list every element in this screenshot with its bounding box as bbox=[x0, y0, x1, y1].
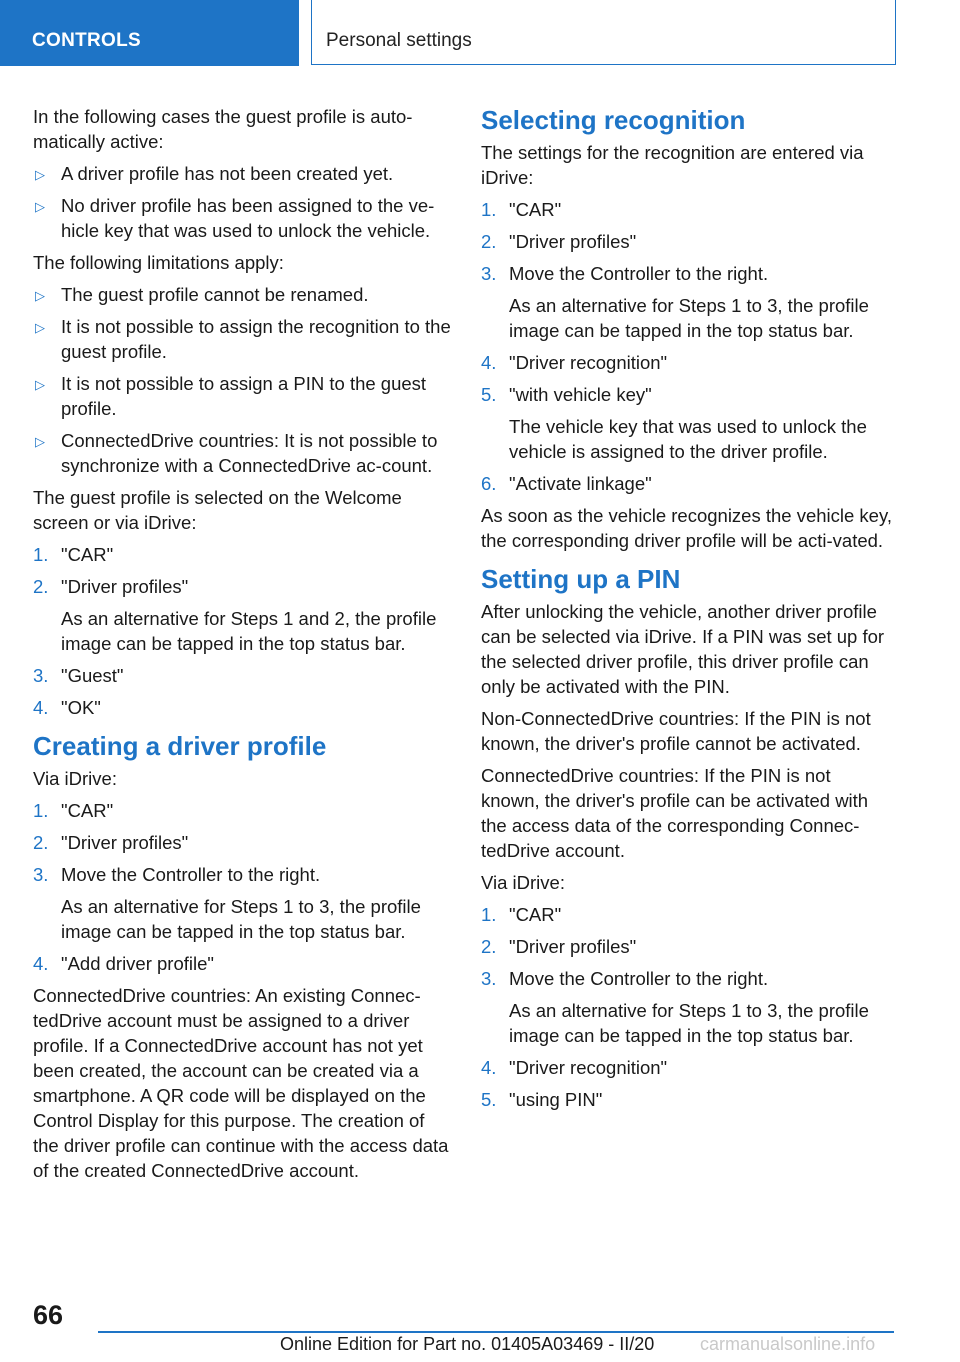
triangle-bullet-icon: ▷ bbox=[35, 199, 45, 214]
pin-steps bbox=[481, 902, 893, 1112]
step-item: 3. Move the Controller to the right. As an alternative for Steps 1 to 3, the profile image can be tapped in the top status bar. bbox=[481, 261, 893, 343]
step-item: 2. "Driver profiles" As an alternative for Steps 1 and 2, the profile image can be tapped in the top status bar. bbox=[33, 574, 451, 656]
create-intro: Via iDrive: bbox=[33, 768, 117, 789]
step-item: 3. Move the Controller to the right. As an alternative for Steps 1 to 3, the profile image can be tapped in the top status bar. bbox=[481, 966, 893, 1048]
left-column bbox=[33, 104, 451, 1190]
step-item: 6. "Activate linkage" bbox=[481, 473, 652, 494]
footer-divider bbox=[98, 1331, 894, 1333]
pin-paragraph: Non-ConnectedDrive countries: If the PIN is not known, the driver's profile cannot be activated. bbox=[481, 708, 871, 754]
recognition-steps bbox=[481, 197, 893, 496]
pin-intro: Via iDrive: bbox=[481, 872, 565, 893]
step-note: As an alternative for Steps 1 to 3, the profile image can be tapped in the top status bar. bbox=[61, 896, 421, 942]
recognition-intro: The settings for the recognition are entered via iDrive: bbox=[481, 142, 864, 188]
step-item: 1. "CAR" bbox=[33, 544, 114, 565]
guest-intro: In the following cases the guest profile is auto-matically active: bbox=[33, 106, 413, 152]
watermark: carmanualsonline.info bbox=[700, 1334, 876, 1354]
pin-heading: Setting up a PIN bbox=[481, 564, 681, 594]
list-item: ▷ ConnectedDrive countries: It is not possible to synchronize with a ConnectedDrive ac-count. bbox=[35, 430, 438, 476]
step-item: 2. "Driver profiles" bbox=[33, 832, 189, 853]
triangle-bullet-icon: ▷ bbox=[35, 377, 45, 392]
step-item: 5. "with vehicle key" The vehicle key that was used to unlock the vehicle is assigned to the driver profile. bbox=[481, 382, 893, 464]
list-item: ▷ It is not possible to assign a PIN to the guest profile. bbox=[35, 373, 427, 419]
step-item: 4. "Driver recognition" bbox=[481, 1057, 668, 1078]
create-steps bbox=[33, 798, 451, 976]
list-item: ▷ No driver profile has been assigned to the ve-hicle key that was used to unlock the vehicle. bbox=[35, 195, 435, 241]
edition-note: Online Edition for Part no. 01405A03469 - II/20 bbox=[280, 1334, 655, 1354]
right-column bbox=[481, 104, 893, 1119]
create-profile-heading: Creating a driver profile bbox=[33, 731, 327, 761]
create-note: ConnectedDrive countries: An existing Connec-tedDrive account must be assigned to a driver profile. If a ConnectedDrive account has not yet been created, the account can be created via a smartphone. A QR code will be displayed on the Control Display for this purpose. The creation of the driver profile can continue with the access data of the created ConnectedDrive account. bbox=[33, 985, 449, 1181]
limits-intro: The following limitations apply: bbox=[33, 252, 284, 273]
step-note: As an alternative for Steps 1 to 3, the profile image can be tapped in the top status bar. bbox=[509, 1000, 869, 1046]
step-item: 4. "Driver recognition" bbox=[481, 352, 668, 373]
list-item: ▷ A driver profile has not been created yet. bbox=[33, 161, 451, 186]
step-note: As an alternative for Steps 1 to 3, the profile image can be tapped in the top status bar. bbox=[509, 295, 869, 341]
step-item: 4. "Add driver profile" bbox=[33, 953, 214, 974]
step-item: 1. "CAR" bbox=[33, 800, 114, 821]
step-item: 3. "Guest" bbox=[33, 665, 124, 686]
recognition-note: As soon as the vehicle recognizes the vehicle key, the corresponding driver profile will be acti-vated. bbox=[481, 505, 892, 551]
page-number: 66 bbox=[33, 1300, 64, 1330]
section-title: CONTROLS bbox=[32, 30, 142, 51]
pin-paragraph: ConnectedDrive countries: If the PIN is not known, the driver's profile can be activated with the access data of the corresponding Connec-tedDrive account. bbox=[481, 765, 869, 861]
step-item: 3. Move the Controller to the right. As an alternative for Steps 1 to 3, the profile image can be tapped in the top status bar. bbox=[33, 862, 451, 944]
chapter-header bbox=[311, 0, 896, 65]
list-item: ▷ The guest profile cannot be renamed. bbox=[33, 282, 451, 307]
chapter-title: Personal settings bbox=[326, 30, 472, 51]
step-note: As an alternative for Steps 1 and 2, the profile image can be tapped in the top status bar. bbox=[61, 608, 437, 654]
triangle-bullet-icon: ▷ bbox=[35, 288, 45, 303]
triangle-bullet-icon: ▷ bbox=[35, 320, 45, 335]
recognition-heading: Selecting recognition bbox=[481, 105, 746, 135]
guest-steps bbox=[33, 542, 451, 720]
pin-paragraph: After unlocking the vehicle, another driver profile can be selected via iDrive. If a PIN was set up for the selected driver profile, this driver profile can only be activated with the PIN. bbox=[481, 601, 885, 697]
limits-list bbox=[33, 282, 451, 478]
triangle-bullet-icon: ▷ bbox=[35, 167, 45, 182]
list-item: ▷ It is not possible to assign the recognition to the guest profile. bbox=[35, 316, 451, 362]
step-item: 2. "Driver profiles" bbox=[481, 936, 637, 957]
guest-select-intro: The guest profile is selected on the Welcome screen or via iDrive: bbox=[33, 487, 402, 533]
step-item: 1. "CAR" bbox=[481, 199, 562, 220]
triangle-bullet-icon: ▷ bbox=[35, 434, 45, 449]
step-item: 2. "Driver profiles" bbox=[481, 231, 637, 252]
step-item: 5. "using PIN" bbox=[481, 1089, 603, 1110]
step-item: 4. "OK" bbox=[33, 697, 101, 718]
step-note: The vehicle key that was used to unlock the vehicle is assigned to the driver profile. bbox=[509, 416, 867, 462]
step-item: 1. "CAR" bbox=[481, 904, 562, 925]
case-list bbox=[33, 161, 451, 243]
section-tab bbox=[0, 0, 299, 66]
